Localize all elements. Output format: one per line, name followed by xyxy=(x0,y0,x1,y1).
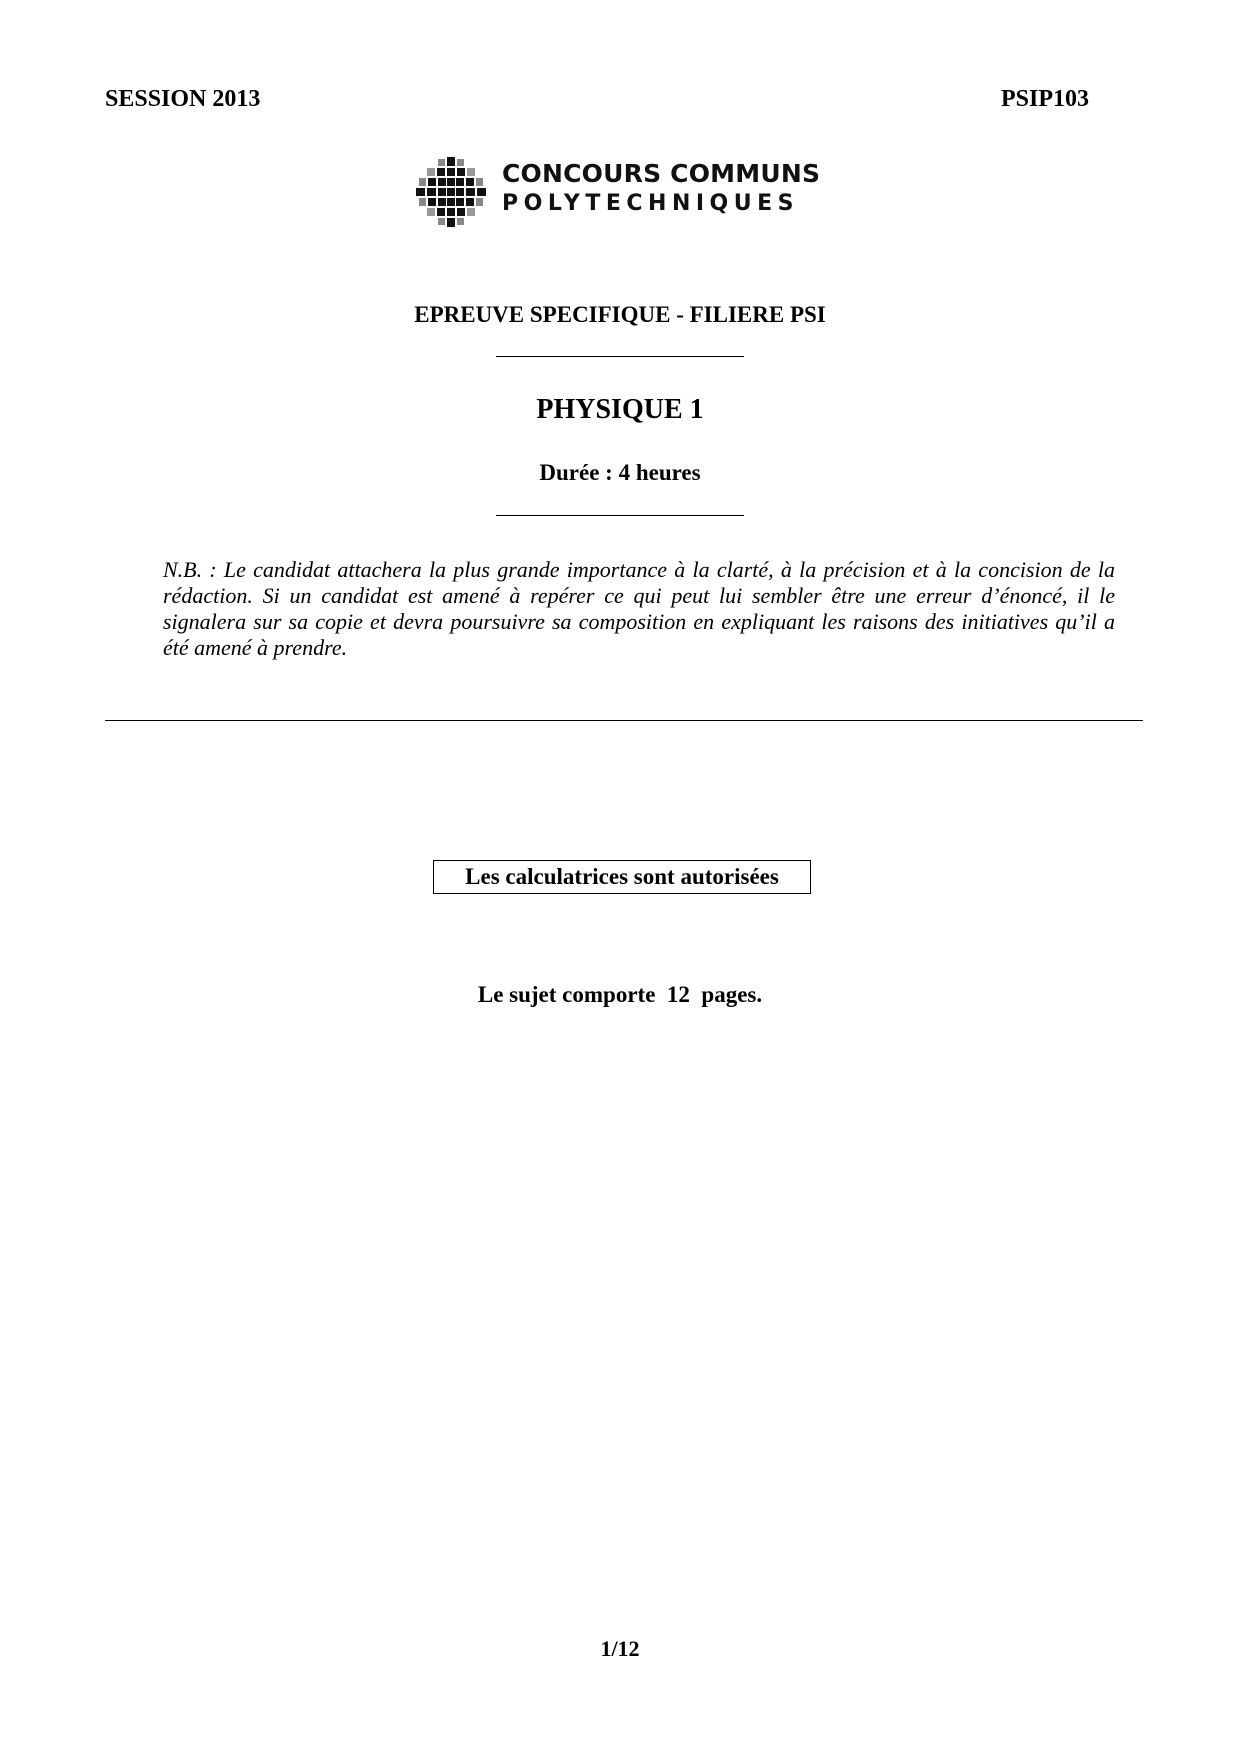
duration: Durée : 4 heures xyxy=(539,460,701,485)
logo-line-2: POLYTECHNIQUES xyxy=(502,191,799,216)
divider-short-top xyxy=(496,356,744,357)
session-label: SESSION 2013 xyxy=(105,86,261,112)
logo-text xyxy=(502,161,820,215)
subject-title: PHYSIQUE 1 xyxy=(536,394,704,425)
page-number: 1/12 xyxy=(600,1636,640,1661)
pages-note: Le sujet comporte 12 pages. xyxy=(477,982,763,1007)
logo xyxy=(416,155,821,227)
globe-grid-logo-icon xyxy=(416,157,486,227)
calculators-box: Les calculatrices sont autorisées xyxy=(433,860,811,894)
candidate-notice: N.B. : Le candidat attachera la plus grande importance à la clarté, à la précision et à la concision de la rédaction. Si un candidat est amené à repérer ce qui peut lui sembler être une erreur d’énoncé, il le signalera sur sa copie et devra poursuivre sa composition en expliquant les raisons des initiatives qu’il a été amené à prendre. xyxy=(163,557,1115,660)
divider-full-width xyxy=(105,720,1143,721)
divider-short-bottom xyxy=(496,515,744,516)
epreuve-title: EPREUVE SPECIFIQUE - FILIERE PSI xyxy=(414,302,826,327)
logo-line-1: CONCOURS COMMUNS xyxy=(502,159,821,188)
exam-code: PSIP103 xyxy=(1000,86,1089,112)
